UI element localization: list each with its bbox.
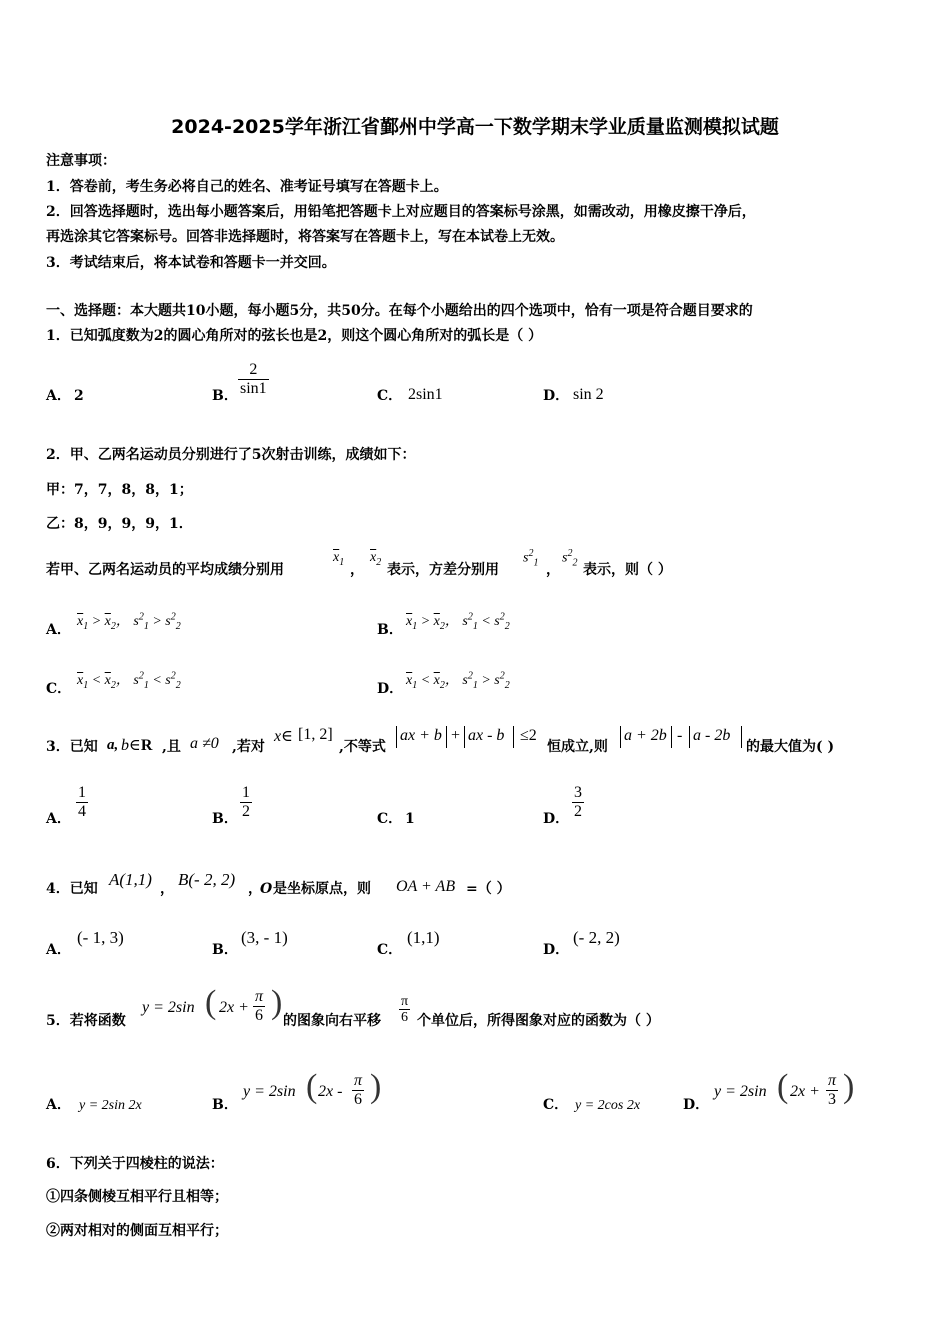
q2-option-b-label: B． bbox=[377, 622, 403, 638]
q3-option-d-fraction: $\frac{3}{2}$ bbox=[574, 784, 582, 820]
q3-le2: ≤2 bbox=[520, 727, 537, 744]
q4-comma: ， bbox=[160, 881, 174, 897]
notice-item: 再选涂其它答案标号。回答非选择题时，将答案写在答题卡上，写在本试卷上无效。 bbox=[46, 229, 564, 245]
q4-comma: ， bbox=[248, 881, 262, 897]
q6-statement: ①四条侧棱互相平行且相等； bbox=[46, 1189, 228, 1205]
notice-item: 3．考试结束后，将本试卷和答题卡一并交回。 bbox=[46, 255, 336, 271]
q3-expr-1: a + 2b bbox=[624, 727, 667, 744]
q4-option-d-label: D． bbox=[543, 942, 570, 958]
q2-comma: ， bbox=[546, 562, 560, 578]
q5-option-b-inner: 2x - bbox=[318, 1083, 343, 1100]
q4-point-a: A(1,1) bbox=[109, 870, 152, 889]
s2-squared: $s^2_2$ bbox=[562, 548, 578, 569]
q2-comma: ， bbox=[350, 562, 364, 578]
q2-option-b: $\overline{x}_1 > \overline{x}_2$， $s^2_1 < s^2_2$ bbox=[406, 611, 510, 632]
q2-jia-scores: 甲：7，7，8，8，1； bbox=[46, 482, 193, 498]
q2-question-part: 表示，则（ ） bbox=[583, 562, 672, 578]
q5-inner: 2x + bbox=[219, 999, 249, 1016]
x-bar-2: $\overline{x}_2$ bbox=[370, 550, 382, 568]
q5-function: y = 2sin bbox=[142, 999, 195, 1016]
right-paren: ) bbox=[370, 1068, 382, 1105]
q2-yi-scores: 乙：8，9，9，9，1． bbox=[46, 516, 193, 532]
s1-squared: $s^2_1$ bbox=[523, 548, 539, 569]
q4-prefix: 4．已知 bbox=[46, 881, 98, 897]
q3-option-a-label: A． bbox=[46, 811, 71, 827]
q1-option-c-label: C． bbox=[377, 388, 403, 404]
q3-option-b-label: B． bbox=[212, 811, 238, 827]
q5-option-a: y = 2sin 2x bbox=[79, 1098, 142, 1113]
notice-item: 2．回答选择题时，选出每小题答案后，用铅笔把答题卡上对应题目的答案标号涂黑，如需改动，用橡皮擦干净后， bbox=[46, 204, 756, 220]
q2-question-part: 表示，方差分别用 bbox=[387, 562, 499, 578]
left-paren: ( bbox=[777, 1068, 789, 1105]
q5-option-c-label: C． bbox=[543, 1097, 569, 1113]
q5-pi-over-6: $\frac{\pi}{6}$ bbox=[255, 988, 264, 1024]
q5-shift-fraction: $\frac{\pi}{6}$ bbox=[401, 994, 409, 1025]
q5-option-b-func: y = 2sin bbox=[243, 1083, 296, 1100]
q4-option-c: (1,1) bbox=[407, 928, 440, 947]
q5-option-b-fraction: $\frac{\pi}{6}$ bbox=[354, 1072, 363, 1108]
q2-option-d: $\overline{x}_1 < \overline{x}_2$， $s^2_1 > s^2_2$ bbox=[406, 670, 510, 691]
q1-option-b-label: B． bbox=[212, 388, 238, 404]
q4-text: 是坐标原点，则 bbox=[273, 881, 371, 897]
q1-option-a: 2 bbox=[74, 388, 84, 404]
q5-prefix: 5．若将函数 bbox=[46, 1013, 126, 1029]
q2-option-c: $\overline{x}_1 < \overline{x}_2$， $s^2_1 < s^2_2$ bbox=[77, 670, 181, 691]
section-heading: 一、选择题：本大题共10小题，每小题5分，共50分。在每个小题给出的四个选项中，恰有一项是符合题目要求的 bbox=[46, 303, 753, 319]
q5-option-d-func: y = 2sin bbox=[714, 1083, 767, 1100]
q5-option-b-label: B． bbox=[212, 1097, 238, 1113]
q3-minus: - bbox=[677, 727, 683, 744]
q5-option-d-fraction: $\frac{\pi}{3}$ bbox=[828, 1072, 837, 1108]
q3-option-b-fraction: $\frac{1}{2}$ bbox=[242, 784, 250, 820]
q4-option-b: (3, - 1) bbox=[241, 928, 288, 947]
q3-text: ,不等式 bbox=[339, 739, 386, 755]
q5-suffix: 个单位后，所得图象对应的函数为（ ） bbox=[417, 1013, 660, 1029]
q1-option-b-fraction bbox=[238, 361, 269, 398]
right-paren: ) bbox=[271, 984, 283, 1021]
q2-option-a-label: A． bbox=[46, 622, 71, 638]
x-bar-1: $\overline{x}_1$ bbox=[333, 550, 345, 568]
q1-option-d-label: D． bbox=[543, 388, 570, 404]
q4-option-c-label: C． bbox=[377, 942, 403, 958]
q5-text: 的图象向右平移 bbox=[283, 1013, 381, 1029]
left-paren: ( bbox=[205, 984, 217, 1021]
fraction-denominator: sin1 bbox=[240, 380, 267, 397]
q6-stem: 6．下列关于四棱柱的说法： bbox=[46, 1156, 224, 1172]
q3-expr-2: a - 2b bbox=[693, 727, 731, 744]
q3-var-a: a, bbox=[107, 737, 119, 753]
q4-option-a: (- 1, 3) bbox=[77, 928, 124, 947]
q4-option-b-label: B． bbox=[212, 942, 238, 958]
q3-b-in: b∈R bbox=[121, 737, 153, 754]
q3-prefix: 3．已知 bbox=[46, 739, 98, 755]
q4-point-b: B(- 2, 2) bbox=[178, 870, 236, 889]
q2-stem: 2．甲、乙两名运动员分别进行了5次射击训练，成绩如下： bbox=[46, 447, 416, 463]
q2-option-d-label: D． bbox=[377, 681, 404, 697]
q3-abs-1: ax + b bbox=[400, 727, 442, 744]
q3-option-c: 1 bbox=[405, 811, 415, 827]
q5-option-d-label: D． bbox=[683, 1097, 710, 1113]
q3-a-nonzero: a ≠0 bbox=[190, 735, 219, 752]
q4-origin: O bbox=[260, 881, 273, 897]
q3-option-a-fraction: $\frac{1}{4}$ bbox=[78, 784, 86, 820]
q3-text: 的最大值为( ) bbox=[746, 739, 835, 755]
fraction-numerator: 2 bbox=[249, 361, 258, 378]
q1-option-a-label: A． bbox=[46, 388, 71, 404]
q1-stem: 1．已知弧度数为2的圆心角所对的弦长也是2，则这个圆心角所对的弧长是（ ） bbox=[46, 328, 543, 344]
left-paren: ( bbox=[306, 1068, 318, 1105]
q4-suffix: =（ ） bbox=[466, 881, 511, 897]
q4-vector-expr: OA + AB bbox=[396, 878, 456, 895]
page-title: 2024-2025学年浙江省鄞州中学高一下数学期末学业质量监测模拟试题 bbox=[171, 116, 779, 138]
q3-text: ,且 bbox=[162, 739, 181, 755]
notice-item: 1．答卷前，考生务必将自己的姓名、准考证号填写在答题卡上。 bbox=[46, 179, 448, 195]
q5-option-d-inner: 2x + bbox=[790, 1083, 820, 1100]
q4-option-a-label: A． bbox=[46, 942, 71, 958]
q3-text: ,若对 bbox=[232, 739, 265, 755]
q3-option-c-label: C． bbox=[377, 811, 403, 827]
q2-option-a: $\overline{x}_1 > \overline{x}_2$， $s^2_1 > s^2_2$ bbox=[77, 611, 181, 632]
q4-option-d: (- 2, 2) bbox=[573, 928, 620, 947]
q1-option-d: sin 2 bbox=[573, 386, 604, 403]
q5-option-c: y = 2cos 2x bbox=[575, 1098, 641, 1113]
q2-option-c-label: C． bbox=[46, 681, 72, 697]
q1-option-c: 2sin1 bbox=[408, 386, 443, 403]
q3-x-in: x∈ bbox=[274, 728, 293, 745]
q3-abs-2: ax - b bbox=[468, 727, 505, 744]
notice-header: 注意事项： bbox=[46, 153, 116, 169]
q3-plus: + bbox=[451, 727, 461, 744]
q6-statement: ②两对相对的侧面互相平行； bbox=[46, 1223, 228, 1239]
right-paren: ) bbox=[843, 1068, 855, 1105]
q2-question-part: 若甲、乙两名运动员的平均成绩分别用 bbox=[46, 562, 284, 578]
q5-option-a-label: A． bbox=[46, 1097, 71, 1113]
q3-text: 恒成立,则 bbox=[547, 739, 608, 755]
q3-option-d-label: D． bbox=[543, 811, 570, 827]
q3-interval: [1, 2] bbox=[298, 726, 333, 743]
